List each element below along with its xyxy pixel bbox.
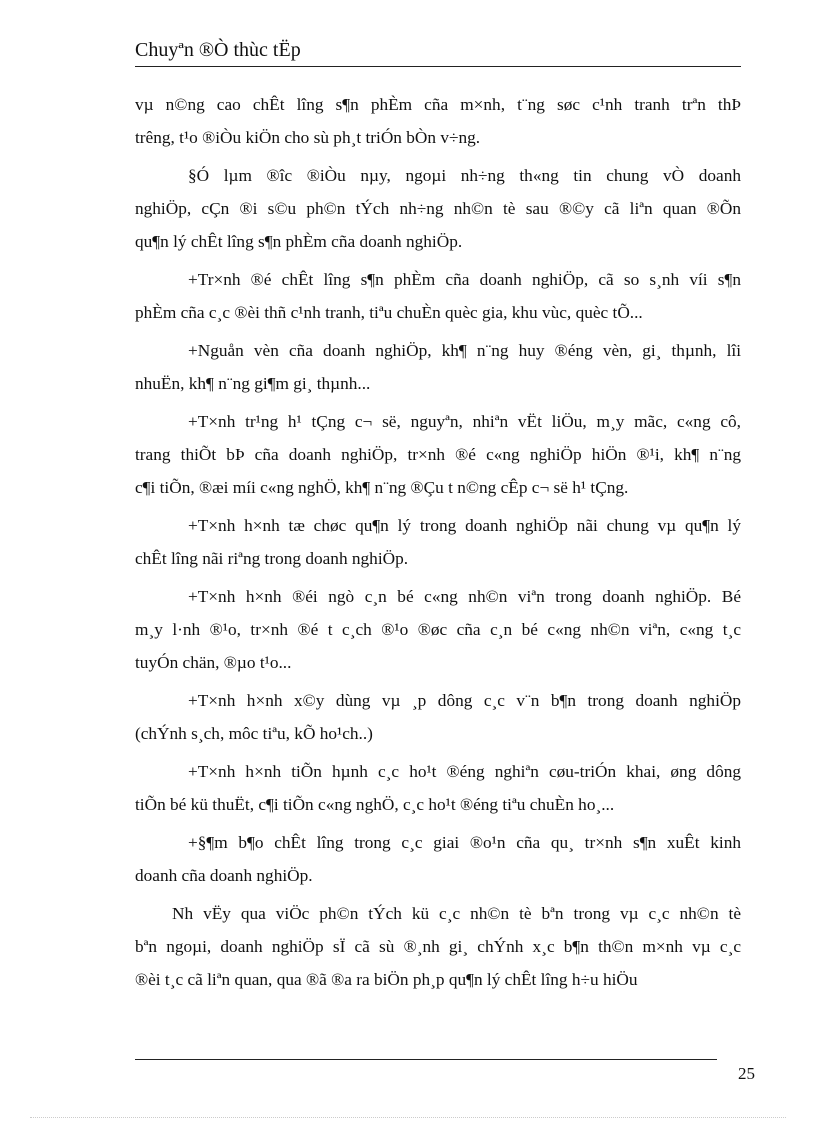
text-line: Nh vËy qua viÖc ph©n tÝch kü c¸c nh©n tè bªn trong vµ c¸c nh©n tè [172, 904, 741, 923]
text-line: +T×nh h×nh tæ chøc qu¶n lý trong doanh nghiÖp nãi chung vµ qu¶n lý [188, 516, 741, 535]
paragraph-10 [135, 826, 741, 892]
paragraph-6 [135, 509, 741, 575]
text-line: ®èi t¸c cã liªn quan, qua ®ã ®a ra biÖn ph¸p qu¶n lý chÊt lîng h÷u hiÖu [135, 970, 638, 989]
paragraph-7 [135, 580, 741, 679]
paragraph-2 [135, 159, 741, 258]
paragraph-9 [135, 755, 741, 821]
text-line: doanh cña doanh nghiÖp. [135, 866, 313, 885]
text-line: m¸y l·nh ®¹o, tr×nh ®é t c¸ch ®¹o ®øc cña c¸n bé c«ng nh©n viªn, c«ng t¸c [135, 620, 741, 639]
text-line: tiÕn bé kü thuËt, c¶i tiÕn c«ng nghÖ, c¸c ho¹t ®éng tiªu chuÈn ho¸... [135, 795, 615, 814]
paragraph-5 [135, 405, 741, 504]
paragraph-1 [135, 88, 741, 154]
footer-divider [135, 1059, 717, 1060]
paragraph-8 [135, 684, 741, 750]
text-line: +§¶m b¶o chÊt lîng trong c¸c giai ®o¹n cña qu¸ tr×nh s¶n xuÊt kinh [188, 833, 741, 852]
text-line: trang thiÕt bÞ cña doanh nghiÖp, tr×nh ®é c«ng nghiÖp hiÖn ®¹i, kh¶ n¨ng [135, 445, 741, 464]
page-header-title: Chuyªn ®Ò thùc tËp [135, 39, 301, 61]
text-line: +T×nh h×nh ®éi ngò c¸n bé c«ng nh©n viªn trong doanh nghiÖp. Bé [188, 587, 741, 606]
text-line: +T×nh tr¹ng h¹ tÇng c¬ së, nguyªn, nhiªn vËt liÖu, m¸y mãc, c«ng cô, [188, 412, 741, 431]
text-line: qu¶n lý chÊt lîng s¶n phÈm cña doanh nghiÖp. [135, 232, 463, 251]
paragraph-4 [135, 334, 741, 400]
text-line: trêng, t¹o ®iÒu kiÖn cho sù ph¸t triÓn bÒn v÷ng. [135, 128, 481, 147]
text-line: (chÝnh s¸ch, môc tiªu, kÕ ho¹ch..) [135, 724, 373, 743]
header-divider [135, 66, 741, 67]
text-line: +Tr×nh ®é chÊt lîng s¶n phÈm cña doanh nghiÖp, cã so s¸nh víi s¶n [188, 270, 741, 289]
text-line: nghiÖp, cÇn ®i s©u ph©n tÝch nh÷ng nh©n tè sau ®©y cã liªn quan ®Õn [135, 199, 741, 218]
text-line: +T×nh h×nh x©y dùng vµ ¸p dông c¸c v¨n b¶n trong doanh nghiÖp [188, 691, 741, 710]
text-line: tuyÓn chän, ®µo t¹o... [135, 653, 292, 672]
text-line: §Ó lµm ®îc ®iÒu nµy, ngoµi nh÷ng th«ng tin chung vÒ doanh [188, 166, 741, 185]
text-line: bªn ngoµi, doanh nghiÖp sÏ cã sù ®¸nh gi¸ chÝnh x¸c b¶n th©n m×nh vµ c¸c [135, 937, 741, 956]
text-line: +Nguån vèn cña doanh nghiÖp, kh¶ n¨ng huy ®éng vèn, gi¸ thµnh, lîi [188, 341, 741, 360]
document-body [135, 88, 741, 1001]
text-line: +T×nh h×nh tiÕn hµnh c¸c ho¹t ®éng nghiªn cøu-triÓn khai, øng dông [188, 762, 741, 781]
paragraph-3 [135, 263, 741, 329]
text-line: c¶i tiÕn, ®æi míi c«ng nghÖ, kh¶ n¨ng ®Çu t n©ng cÊp c¬ së h¹ tÇng. [135, 478, 629, 497]
page-number: 25 [738, 1064, 755, 1083]
text-line: chÊt lîng nãi riªng trong doanh nghiÖp. [135, 549, 409, 568]
text-line: nhuËn, kh¶ n¨ng gi¶m gi¸ thµnh... [135, 374, 371, 393]
page-edge-divider [30, 1117, 786, 1118]
text-line: vµ n©ng cao chÊt lîng s¶n phÈm cña m×nh, t¨ng søc c¹nh tranh trªn thÞ [135, 95, 741, 114]
text-line: phÈm cña c¸c ®èi thñ c¹nh tranh, tiªu chuÈn quèc gia, khu vùc, quèc tÕ... [135, 303, 643, 322]
paragraph-11 [135, 897, 741, 996]
